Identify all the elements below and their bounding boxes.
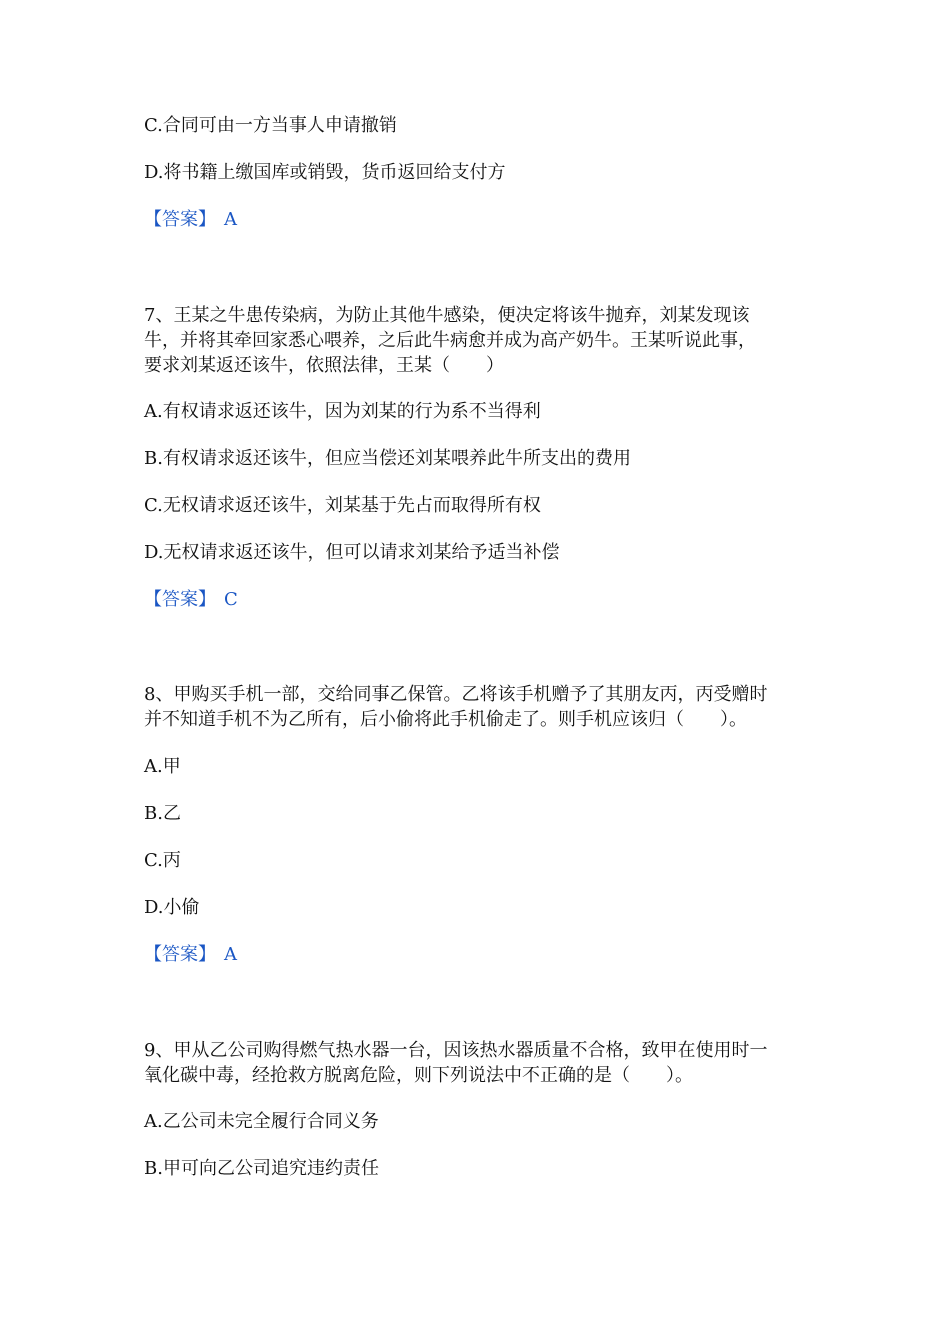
q8-option-b: B.乙 [144, 803, 181, 824]
q7-stem-line-3: 要求刘某返还该牛，依照法律，王某（ ） [144, 355, 504, 376]
answer-value: A [224, 944, 237, 965]
q7-option-b: B.有权请求返还该牛，但应当偿还刘某喂养此牛所支出的费用 [144, 448, 631, 469]
q8-answer [144, 943, 814, 967]
q8-option-a: A.甲 [144, 756, 181, 777]
q9-option-a: A.乙公司未完全履行合同义务 [144, 1111, 379, 1132]
q7-option-d: D.无权请求返还该牛，但可以请求刘某给予适当补偿 [144, 542, 560, 563]
q7-answer [144, 588, 814, 612]
q7-option-a: A.有权请求返还该牛，因为刘某的行为系不当得利 [144, 401, 541, 422]
q6-option-d: D.将书籍上缴国库或销毁，货币返回给支付方 [144, 162, 506, 183]
q9-stem-line-1: 9、甲从乙公司购得燃气热水器一台，因该热水器质量不合格，致甲在使用时一 [144, 1040, 768, 1061]
answer-label: 【答案】 [144, 209, 216, 230]
q7-stem-line-1: 7、王某之牛患传染病，为防止其他牛感染，便决定将该牛抛弃，刘某发现该 [144, 305, 750, 326]
q8-option-c: C.丙 [144, 850, 181, 871]
q9-option-b: B.甲可向乙公司追究违约责任 [144, 1158, 379, 1179]
answer-label: 【答案】 [144, 589, 216, 610]
q6-option-c: C.合同可由一方当事人申请撤销 [144, 115, 397, 136]
answer-value: C [224, 589, 238, 610]
q7-stem-line-2: 牛，并将其牵回家悉心喂养，之后此牛病愈并成为高产奶牛。王某听说此事， [144, 330, 756, 351]
answer-value: A [224, 209, 237, 230]
q8-option-d: D.小偷 [144, 897, 200, 918]
q6-answer [144, 208, 814, 232]
q9-stem-line-2: 氧化碳中毒，经抢救方脱离危险，则下列说法中不正确的是（ ）。 [144, 1065, 693, 1086]
answer-label: 【答案】 [144, 944, 216, 965]
q8-stem-line-1: 8、甲购买手机一部，交给同事乙保管。乙将该手机赠予了其朋友丙，丙受赠时 [144, 684, 768, 705]
q8-stem-line-2: 并不知道手机不为乙所有，后小偷将此手机偷走了。则手机应该归（ ）。 [144, 709, 747, 730]
q7-option-c: C.无权请求返还该牛，刘某基于先占而取得所有权 [144, 495, 541, 516]
